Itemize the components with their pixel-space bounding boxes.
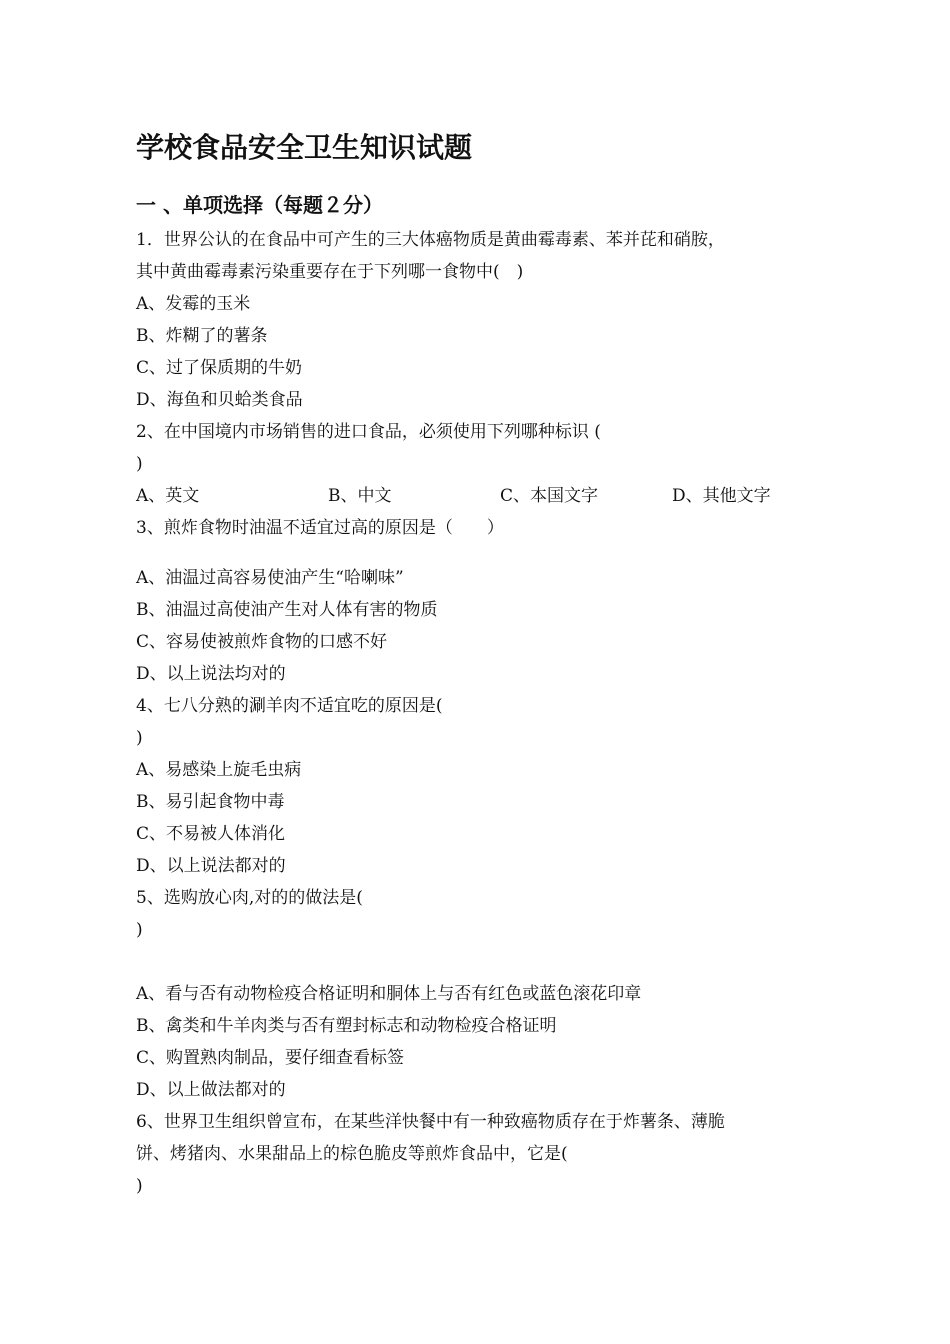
question-2-option-d: D、其他文字 (672, 486, 771, 506)
question-2-options (136, 484, 816, 508)
question-1-option-c: C、过了保质期的牛奶 (136, 358, 303, 378)
question-3-text: 3、煎炸食物时油温不适宜过高的原因是（ ） (136, 518, 504, 538)
question-3-option-d: D、以上说法均对的 (136, 664, 286, 684)
question-1-option-a: A、发霉的玉米 (136, 294, 251, 314)
question-5-option-a: A、看与否有动物检疫合格证明和胴体上与否有红色或蓝色滚花印章 (136, 984, 642, 1004)
question-5-option-b: B、禽类和牛羊肉类与否有塑封标志和动物检疫合格证明 (136, 1016, 557, 1036)
question-4-option-d: D、以上说法都对的 (136, 856, 286, 876)
question-1-option-b: B、炸糊了的薯条 (136, 326, 268, 346)
question-4-option-c: C、不易被人体消化 (136, 824, 286, 844)
question-6-text: 6、世界卫生组织曾宣布，在某些洋快餐中有一种致癌物质存在于炸薯条、薄脆 (136, 1112, 725, 1132)
question-4-option-b: B、易引起食物中毒 (136, 792, 285, 812)
question-4-option-a: A、易感染上旋毛虫病 (136, 760, 302, 780)
question-1-text-cont: 其中黄曲霉毒素污染重要存在于下列哪一食物中( ) (136, 262, 524, 282)
question-6-text-cont: 饼、烤猪肉、水果甜品上的棕色脆皮等煎炸食品中，它是( (136, 1144, 568, 1164)
question-2-text-cont: ) (136, 454, 143, 474)
question-6-text-end: ) (136, 1176, 143, 1196)
question-5-option-d: D、以上做法都对的 (136, 1080, 286, 1100)
section-heading: 一 、单项选择（每题２分） (136, 193, 383, 217)
question-2-option-c: C、本国文字 (500, 486, 599, 506)
question-4-text: 4、七八分熟的涮羊肉不适宜吃的原因是( (136, 696, 443, 716)
question-1-text: 1．世界公认的在食品中可产生的三大体癌物质是黄曲霉毒素、苯并芘和硝胺， (136, 230, 725, 250)
question-4-text-cont: ) (136, 728, 143, 748)
question-3-option-c: C、容易使被煎炸食物的口感不好 (136, 632, 388, 652)
question-3-option-b: B、油温过高使油产生对人体有害的物质 (136, 600, 438, 620)
question-2-text: 2、在中国境内市场销售的进口食品，必须使用下列哪种标识 ( (136, 422, 601, 442)
question-2-option-b: B、中文 (328, 486, 392, 506)
question-5-option-c: C、购置熟肉制品，要仔细查看标签 (136, 1048, 405, 1068)
question-3-option-a: A、油温过高容易使油产生“哈喇味” (136, 568, 404, 588)
question-5-text-cont: ) (136, 920, 143, 940)
document-title: 学校食品安全卫生知识试题 (136, 131, 473, 164)
question-5-text: 5、选购放心肉,对的的做法是( (136, 888, 363, 908)
question-2-option-a: A、英文 (136, 486, 200, 506)
question-1-option-d: D、海鱼和贝蛤类食品 (136, 390, 303, 410)
